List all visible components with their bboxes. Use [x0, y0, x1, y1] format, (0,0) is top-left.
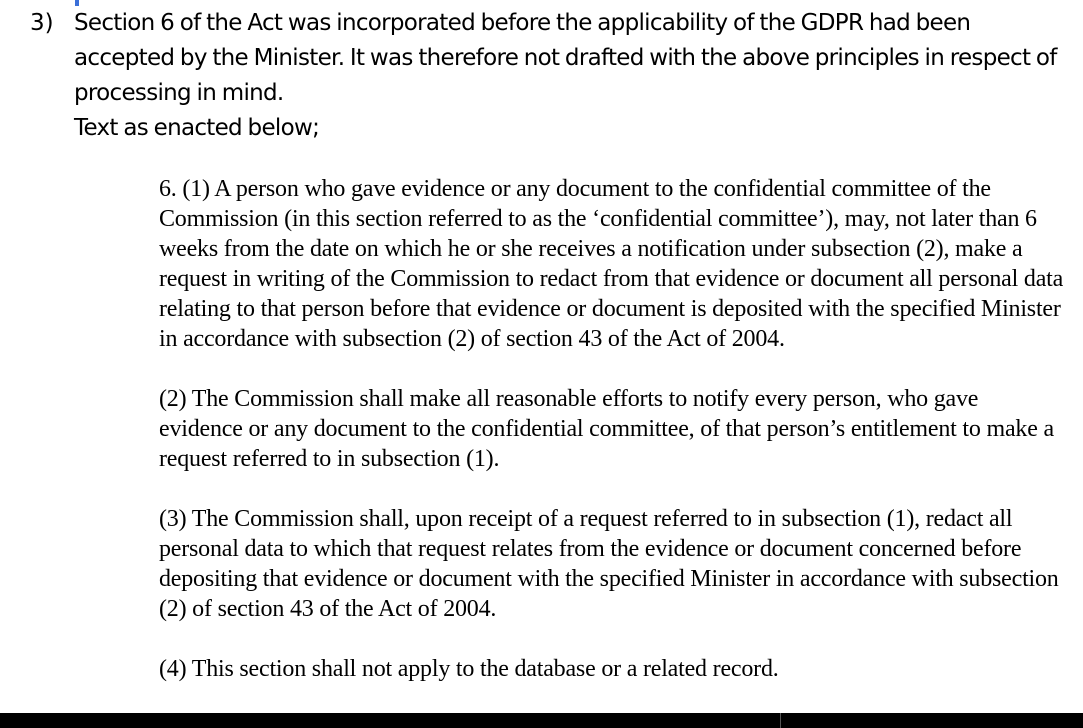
list-item-body [74, 6, 1064, 146]
subsection-4: (4) This section shall not apply to the database or a related record. [159, 656, 779, 682]
bottom-toolbar-divider [780, 713, 781, 728]
subsection-3: (3) The Commission shall, upon receipt of a request referred to in subsection (1), redact all personal data to which that request relates from the evidence or document concerned before depositing that evidence or document with the specified Minister in accordance with subsection (2) of section 43 of the Act of 2004. [159, 506, 1059, 622]
list-item-number: 3) [30, 10, 54, 36]
subsection-2: (2) The Commission shall make all reasonable efforts to notify every person, who gave evidence or any document to the confidential committee, of that person’s entitlement to make a request referred to in subsection (1). [159, 386, 1054, 472]
bottom-toolbar-strip [0, 713, 1083, 728]
subsection-1: 6. (1) A person who gave evidence or any document to the confidential committee of the Commission (in this section referred to as the ‘confidential committee’), may, not later than 6 weeks from the date on which he or she receives a notification under subsection (2), make a request in writing of the Commission to redact from that evidence or document all personal data relating to that person before that evidence or document is deposited with the specified Minister in accordance with subsection (2) of section 43 of the Act of 2004. [159, 176, 1064, 352]
list-item-subtext: Text as enacted below; [74, 115, 320, 141]
list-item-text: Section 6 of the Act was incorporated before the applicability of the GDPR had been accepted by the Minister. It was therefore not drafted with the above principles in respect of processing in mind. [74, 10, 1057, 106]
enacted-text-quote [159, 174, 1064, 714]
